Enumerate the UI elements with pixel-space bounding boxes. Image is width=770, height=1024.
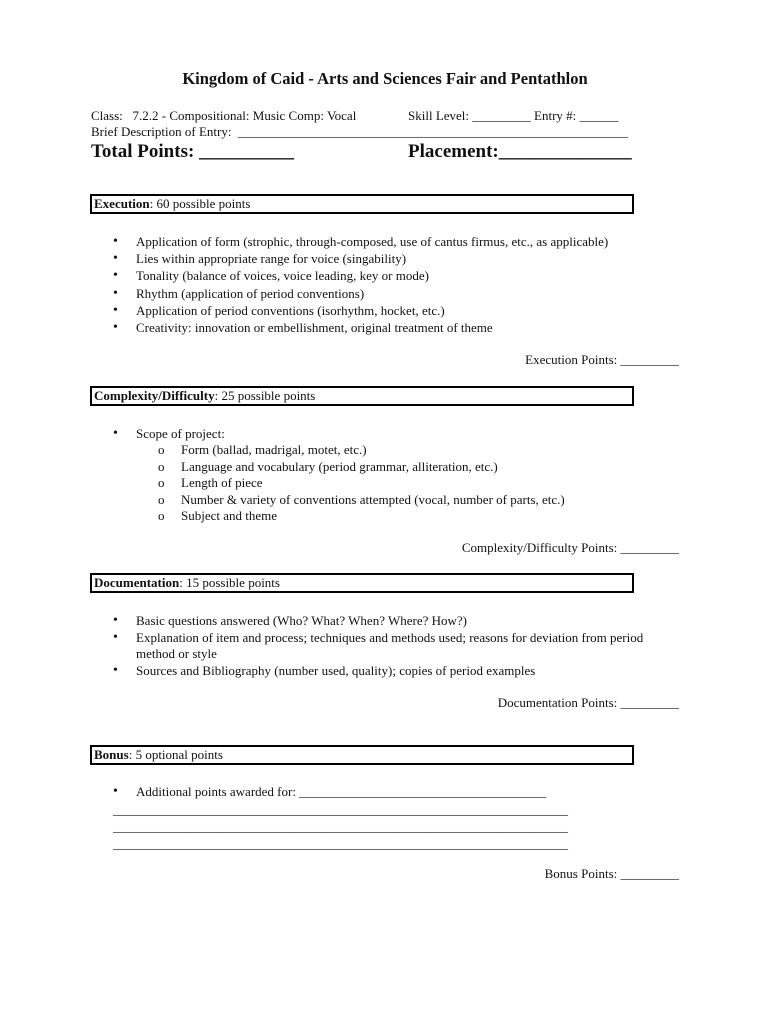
- class-line: Class: 7.2.2 - Compositional: Music Comp: Vocal: [91, 108, 357, 123]
- brief-description-line: Brief Description of Entry: ____________________________________________________________: [91, 124, 628, 139]
- list-item: Scope of project:: [136, 426, 225, 441]
- execution-title: Execution: [94, 196, 150, 211]
- list-item: Explanation of item and process; techniques and methods used; reasons for deviation from period: [136, 630, 644, 645]
- bonus-header-box: [90, 745, 634, 765]
- execution-points-line: Execution Points: _________: [525, 352, 679, 367]
- list-item-continuation: method or style: [136, 646, 217, 661]
- page-title: Kingdom of Caid - Arts and Sciences Fair and Pentathlon: [182, 69, 588, 88]
- blank-line: ______________________________________________________________________: [113, 819, 568, 834]
- bonus-desc: : 5 optional points: [128, 747, 223, 762]
- sub-list-item: Subject and theme: [181, 508, 278, 523]
- list-item: Sources and Bibliography (number used, quality); copies of period examples: [136, 663, 536, 678]
- sub-bullet-glyph: o: [158, 508, 165, 523]
- bullet-glyph: •: [113, 286, 118, 301]
- bullet-glyph: •: [113, 320, 118, 335]
- complexity-header-box: [90, 386, 634, 406]
- sub-bullet-glyph: o: [158, 442, 165, 457]
- complexity-title: Complexity/Difficulty: [94, 388, 215, 403]
- sub-bullet-glyph: o: [158, 459, 165, 474]
- sub-list-item: Length of piece: [181, 475, 263, 490]
- list-item: Additional points awarded for: ______________________________________: [136, 784, 547, 799]
- bullet-glyph: •: [113, 234, 118, 249]
- execution-desc: : 60 possible points: [149, 196, 251, 211]
- bullet-glyph: •: [113, 663, 118, 678]
- bullet-glyph: •: [113, 251, 118, 266]
- list-item: Application of form (strophic, through-composed, use of cantus firmus, etc., as applicable): [136, 234, 609, 249]
- documentation-points-line: Documentation Points: _________: [497, 695, 679, 710]
- sub-bullet-glyph: o: [158, 475, 165, 490]
- list-item: Rhythm (application of period conventions): [136, 286, 365, 301]
- documentation-header-box: [90, 573, 634, 593]
- list-item: Lies within appropriate range for voice (singability): [136, 251, 407, 266]
- complexity-points-line: Complexity/Difficulty Points: _________: [461, 540, 679, 555]
- list-item: Basic questions answered (Who? What? When? Where? How?): [136, 613, 468, 628]
- list-item: Tonality (balance of voices, voice leading, key or mode): [136, 268, 429, 283]
- sub-list-item: Number & variety of conventions attempted (vocal, number of parts, etc.): [181, 492, 565, 507]
- list-item: Application of period conventions (isorhythm, hocket, etc.): [136, 303, 445, 318]
- complexity-desc: : 25 possible points: [214, 388, 316, 403]
- bullet-glyph: •: [113, 268, 118, 283]
- bullet-glyph: •: [113, 613, 118, 628]
- bullet-glyph: •: [113, 630, 118, 645]
- documentation-desc: : 15 possible points: [179, 575, 280, 590]
- bullet-glyph: •: [113, 303, 118, 318]
- sub-bullet-glyph: o: [158, 492, 165, 507]
- documentation-title: Documentation: [94, 575, 180, 590]
- sub-list-item: Language and vocabulary (period grammar, alliteration, etc.): [181, 459, 498, 474]
- blank-line: ______________________________________________________________________: [113, 836, 568, 851]
- skill-level-entry-line: Skill Level: _________ Entry #: ______: [408, 108, 619, 123]
- bullet-glyph: •: [113, 784, 118, 799]
- bonus-title: Bonus: [94, 747, 129, 762]
- placement-line: Placement:______________: [408, 141, 632, 162]
- bonus-points-line: Bonus Points: _________: [544, 866, 679, 881]
- blank-line: ______________________________________________________________________: [113, 802, 568, 817]
- sub-list-item: Form (ballad, madrigal, motet, etc.): [181, 442, 367, 457]
- bullet-glyph: •: [113, 426, 118, 441]
- total-points-line: Total Points: __________: [91, 141, 295, 162]
- list-item: Creativity: innovation or embellishment, original treatment of theme: [136, 320, 493, 335]
- execution-header-box: [90, 194, 634, 214]
